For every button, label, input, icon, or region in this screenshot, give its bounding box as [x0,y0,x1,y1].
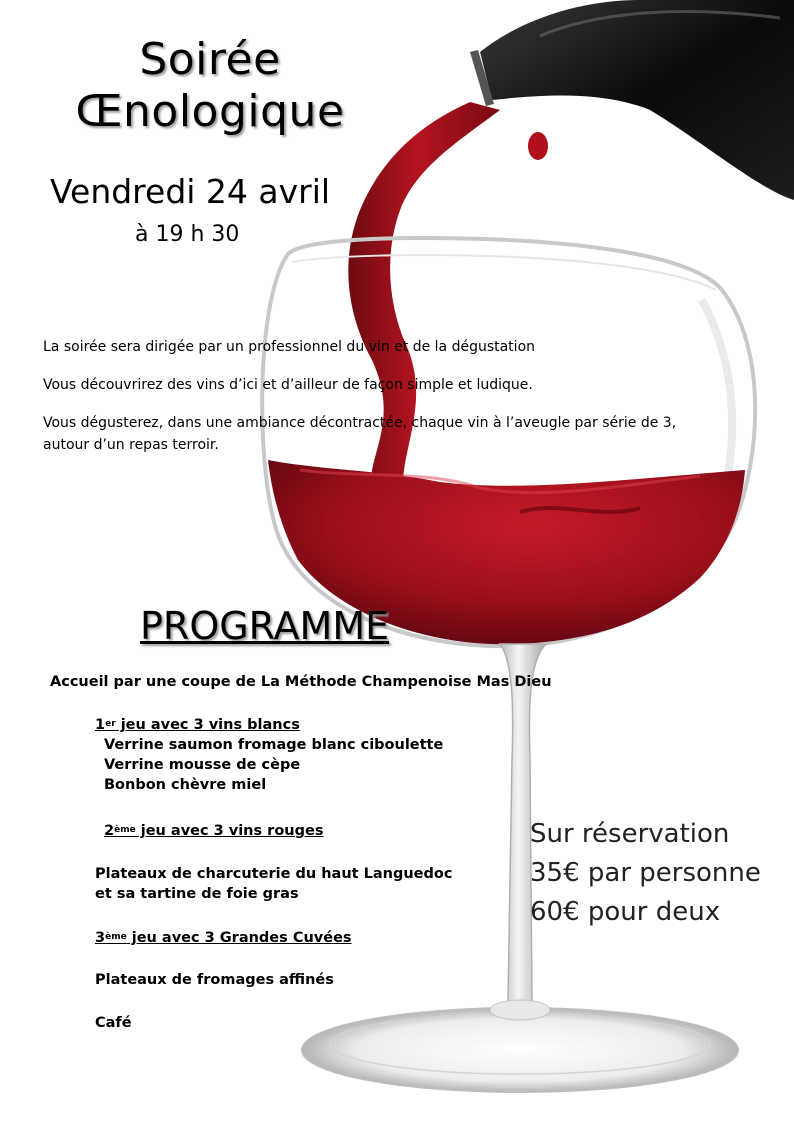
menu-item: Plateaux de charcuterie du haut Languedoc [95,866,453,882]
intro-paragraph-3-line1: Vous dégusterez, dans une ambiance décontractée, chaque vin à l’aveugle par série de 3, [43,415,677,431]
event-time: à 19 h 30 [135,222,240,247]
menu-block-1 [95,715,443,795]
intro-paragraph-1: La soirée sera dirigée par un professionnel du vin et de la dégustation [43,339,536,355]
menu-item: Bonbon chèvre miel [104,777,267,793]
game-2-text: jeu avec 3 vins rouges [135,823,324,839]
event-title-line1: Soirée [139,34,281,85]
menu-item: Verrine mousse de cèpe [104,757,301,773]
intro-paragraph-2: Vous découvrirez des vins d’ici et d’ailleur de façon simple et ludique. [43,377,533,393]
intro-text [43,336,763,456]
menu-block-2 [95,864,452,904]
event-date: Vendredi 24 avril [50,172,331,211]
game-1-number: 1 [95,717,106,733]
game-2-number: 2 [104,823,115,839]
game-1-suffix: er [105,719,116,729]
event-title-line2: Œnologique [75,86,345,137]
game-3-number: 3 [95,930,106,946]
menu-item: Plateaux de fromages affinés [95,972,334,988]
menu-item: Verrine saumon fromage blanc ciboulette [104,737,444,753]
event-title [60,34,360,138]
game-3-heading [95,928,352,948]
welcome-line: Accueil par une coupe de La Méthode Champenoise Mas Dieu [50,674,552,690]
game-1-text: jeu avec 3 vins blancs [115,717,300,733]
wine-drop [528,132,548,160]
game-1-heading [95,715,443,735]
game-3-suffix: ème [105,932,127,942]
menu-item: et sa tartine de foie gras [95,886,299,902]
game-2-suffix: ème [114,825,136,835]
reservation-price-duo: 60€ pour deux [530,897,721,927]
game-3-text: jeu avec 3 Grandes Cuvées [126,930,352,946]
intro-paragraph-3 [43,412,763,456]
game-2-heading [104,821,323,841]
reservation-line1: Sur réservation [530,819,730,849]
reservation-info [530,815,761,932]
bottle-icon [470,0,794,200]
intro-paragraph-3-line2: autour d’un repas terroir. [43,437,219,453]
reservation-price-single: 35€ par personne [530,858,761,888]
programme-heading: PROGRAMME [140,604,390,648]
glass-foot [302,1008,738,1092]
menu-item: Café [95,1015,132,1031]
